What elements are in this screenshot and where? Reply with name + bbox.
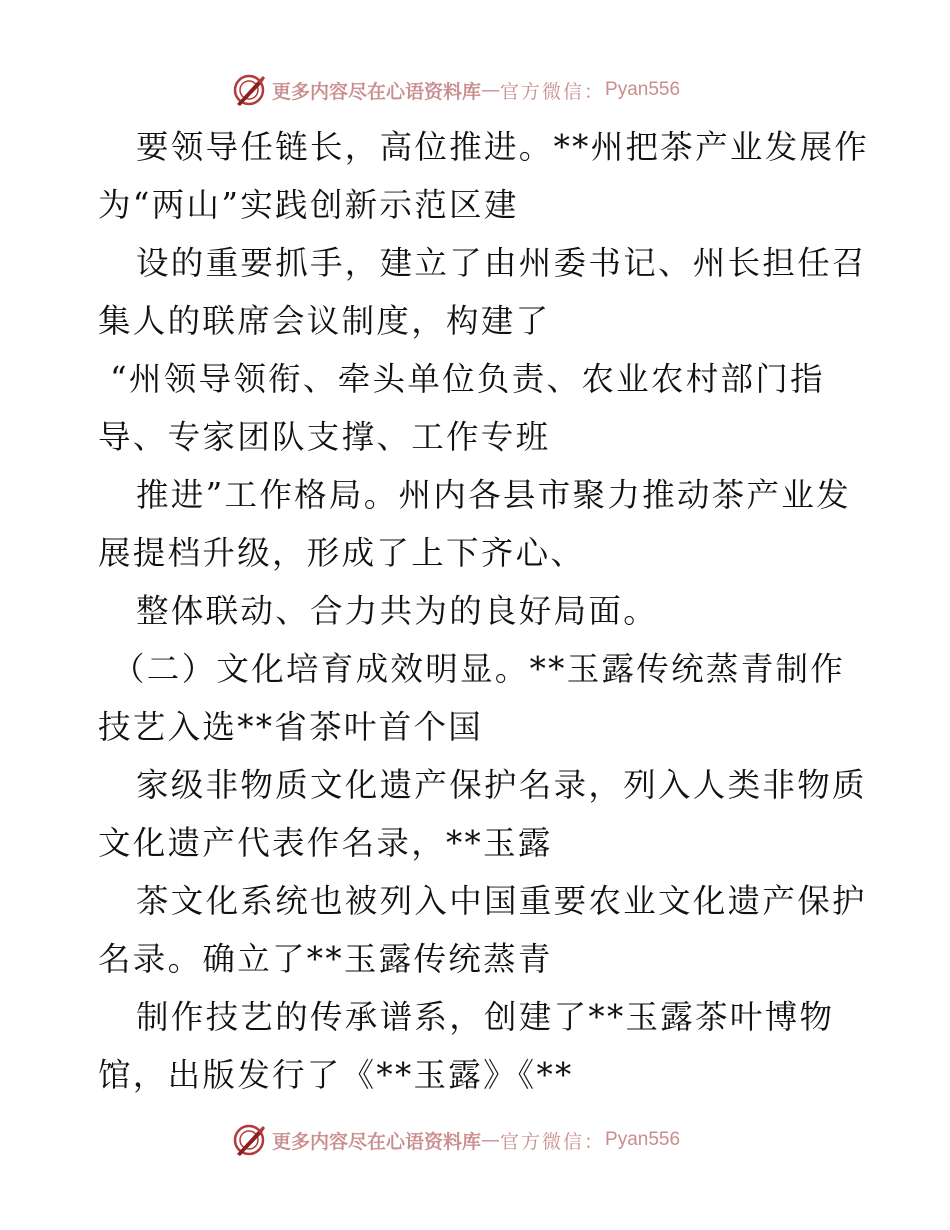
pen-logo-icon xyxy=(232,73,266,107)
banner-library-text: 更多内容尽在心语资料库 xyxy=(272,1130,482,1153)
banner-official-text: 官方微信： xyxy=(500,80,606,103)
text-line: 集人的联席会议制度，构建了 xyxy=(98,302,551,340)
text-line: 文化遗产代表作名录，**玉露 xyxy=(98,824,553,862)
text-line: 家级非物质文化遗产保护名录，列入人类非物质 xyxy=(136,766,867,804)
text-line: 展提档升级，形成了上下齐心、 xyxy=(98,534,586,572)
banner-separator: — xyxy=(481,1129,501,1151)
banner-wechat-id: Pyan556 xyxy=(605,1129,681,1150)
text-line: “州领导领衔、牵头单位负责、农业农村部门指 xyxy=(110,360,825,398)
text-line: （二）文化培育成效明显。**玉露传统蒸青制作 xyxy=(112,650,846,688)
text-line: 技艺入选**省茶叶首个国 xyxy=(98,708,484,746)
text-line: 导、专家团队支撑、工作专班 xyxy=(98,418,551,456)
text-line: 名录。确立了**玉露传统蒸青 xyxy=(98,940,553,978)
banner-library-text: 更多内容尽在心语资料库 xyxy=(272,80,482,103)
banner-separator: — xyxy=(481,79,501,101)
text-line: 要领导任链长，高位推进。**州把茶产业发展作 xyxy=(136,128,870,166)
text-line: 设的重要抓手，建立了由州委书记、州长担任召 xyxy=(136,244,867,282)
banner-wechat-id: Pyan556 xyxy=(605,79,681,100)
text-line: 推进”工作格局。州内各县市聚力推动茶产业发 xyxy=(136,476,851,514)
text-line: 制作技艺的传承谱系，创建了**玉露茶叶博物 xyxy=(136,998,835,1036)
text-line: 整体联动、合力共为的良好局面。 xyxy=(136,592,659,630)
footer-banner xyxy=(232,1122,680,1158)
pen-logo-icon xyxy=(232,1123,266,1157)
text-line: 茶文化系统也被列入中国重要农业文化遗产保护 xyxy=(136,882,867,920)
text-line: 馆，出版发行了《**玉露》《** xyxy=(98,1056,574,1094)
banner-official-text: 官方微信： xyxy=(500,1130,606,1153)
text-line: 为“两山”实践创新示范区建 xyxy=(98,186,519,224)
header-banner xyxy=(232,72,680,108)
